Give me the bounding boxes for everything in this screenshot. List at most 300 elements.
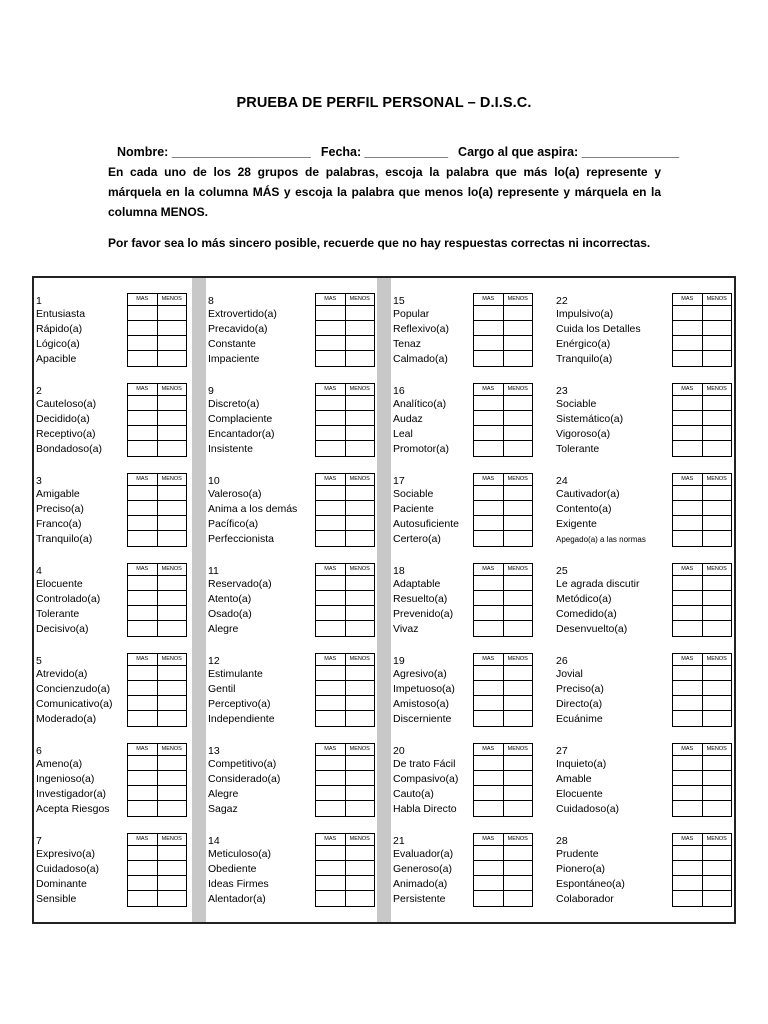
menos-checkbox[interactable]	[158, 576, 187, 590]
answer-row	[673, 891, 731, 906]
mas-header: MAS	[128, 654, 158, 665]
group-word: Osado(a)	[208, 608, 252, 620]
menos-checkbox[interactable]	[158, 876, 187, 890]
mas-header: MAS	[128, 744, 158, 755]
mas-checkbox[interactable]	[673, 516, 703, 530]
mas-checkbox[interactable]	[128, 876, 158, 890]
mas-checkbox[interactable]	[474, 756, 504, 770]
mas-checkbox[interactable]	[673, 411, 703, 425]
mas-checkbox[interactable]	[316, 621, 346, 636]
menos-checkbox[interactable]	[346, 756, 375, 770]
menos-checkbox[interactable]	[703, 426, 732, 440]
group-word: Lógico(a)	[36, 338, 80, 350]
menos-checkbox[interactable]	[346, 801, 375, 816]
mas-checkbox[interactable]	[128, 846, 158, 860]
answer-row	[673, 846, 731, 861]
mas-checkbox[interactable]	[128, 396, 158, 410]
answer-row	[316, 771, 374, 786]
menos-checkbox[interactable]	[703, 486, 732, 500]
mas-checkbox[interactable]	[316, 846, 346, 860]
mas-header: MAS	[474, 834, 504, 845]
mas-checkbox[interactable]	[128, 891, 158, 906]
mas-checkbox[interactable]	[316, 591, 346, 605]
group-word: Expresivo(a)	[36, 848, 95, 860]
menos-checkbox[interactable]	[346, 321, 375, 335]
group-word: Prevenido(a)	[393, 608, 454, 620]
menos-checkbox[interactable]	[504, 396, 533, 410]
menos-checkbox[interactable]	[346, 621, 375, 636]
menos-checkbox[interactable]	[504, 441, 533, 456]
mas-checkbox[interactable]	[474, 891, 504, 906]
mas-checkbox[interactable]	[128, 411, 158, 425]
group-word: Amable	[556, 773, 592, 785]
menos-checkbox[interactable]	[703, 501, 732, 515]
answer-row	[474, 336, 532, 351]
menos-checkbox[interactable]	[504, 801, 533, 816]
mas-checkbox[interactable]	[673, 771, 703, 785]
menos-checkbox[interactable]	[504, 516, 533, 530]
menos-header: MENOS	[706, 836, 727, 842]
answer-row	[673, 426, 731, 441]
menos-checkbox[interactable]	[346, 396, 375, 410]
mas-header: MAS	[316, 744, 346, 755]
menos-checkbox[interactable]	[158, 591, 187, 605]
fecha-field[interactable]: Fecha: ____________	[320, 145, 449, 159]
mas-checkbox[interactable]	[128, 576, 158, 590]
mas-checkbox[interactable]	[128, 441, 158, 456]
mas-checkbox[interactable]	[474, 396, 504, 410]
group-word: Acepta Riesgos	[36, 803, 110, 815]
word-group-15	[391, 278, 540, 368]
word-group-14	[206, 818, 377, 908]
mas-checkbox[interactable]	[316, 441, 346, 456]
menos-checkbox[interactable]	[703, 681, 732, 695]
menos-checkbox[interactable]	[158, 771, 187, 785]
mas-checkbox[interactable]	[128, 771, 158, 785]
mas-header: MAS	[673, 834, 703, 845]
mas-checkbox[interactable]	[474, 531, 504, 546]
mas-checkbox[interactable]	[474, 486, 504, 500]
answer-row	[474, 711, 532, 726]
menos-checkbox[interactable]	[504, 666, 533, 680]
menos-checkbox[interactable]	[158, 606, 187, 620]
mas-checkbox[interactable]	[673, 426, 703, 440]
word-group-23	[554, 368, 734, 458]
mas-checkbox[interactable]	[316, 801, 346, 816]
answer-table	[473, 563, 533, 637]
group-word: Discreto(a)	[208, 398, 260, 410]
answer-table	[127, 653, 187, 727]
group-word: Constante	[208, 338, 256, 350]
word-group-25	[554, 548, 734, 638]
mas-checkbox[interactable]	[474, 846, 504, 860]
mas-checkbox[interactable]	[673, 846, 703, 860]
mas-checkbox[interactable]	[316, 606, 346, 620]
mas-checkbox[interactable]	[128, 351, 158, 366]
mas-checkbox[interactable]	[128, 426, 158, 440]
menos-header: MENOS	[161, 476, 182, 482]
menos-header: MENOS	[507, 566, 528, 572]
mas-checkbox[interactable]	[474, 336, 504, 350]
group-word: Gentil	[208, 683, 236, 695]
mas-checkbox[interactable]	[474, 441, 504, 456]
menos-checkbox[interactable]	[703, 801, 732, 816]
mas-checkbox[interactable]	[673, 486, 703, 500]
mas-checkbox[interactable]	[673, 591, 703, 605]
mas-checkbox[interactable]	[316, 876, 346, 890]
menos-checkbox[interactable]	[504, 681, 533, 695]
menos-checkbox[interactable]	[346, 486, 375, 500]
mas-checkbox[interactable]	[673, 606, 703, 620]
menos-checkbox[interactable]	[346, 516, 375, 530]
answer-row	[474, 876, 532, 891]
menos-checkbox[interactable]	[158, 621, 187, 636]
group-word: Inquieto(a)	[556, 758, 607, 770]
menos-checkbox[interactable]	[504, 621, 533, 636]
answer-row	[474, 501, 532, 516]
mas-checkbox[interactable]	[316, 771, 346, 785]
mas-checkbox[interactable]	[128, 516, 158, 530]
answer-row	[316, 351, 374, 366]
menos-checkbox[interactable]	[504, 756, 533, 770]
group-word: Adaptable	[393, 578, 441, 590]
mas-checkbox[interactable]	[128, 531, 158, 546]
menos-checkbox[interactable]	[703, 891, 732, 906]
answer-row	[673, 696, 731, 711]
mas-checkbox[interactable]	[474, 696, 504, 710]
menos-checkbox[interactable]	[346, 861, 375, 875]
mas-checkbox[interactable]	[316, 516, 346, 530]
menos-checkbox[interactable]	[158, 846, 187, 860]
mas-checkbox[interactable]	[316, 531, 346, 546]
menos-checkbox[interactable]	[346, 441, 375, 456]
answer-row	[474, 426, 532, 441]
group-number: 23	[556, 385, 568, 397]
menos-checkbox[interactable]	[158, 396, 187, 410]
menos-checkbox[interactable]	[346, 666, 375, 680]
menos-checkbox[interactable]	[158, 666, 187, 680]
menos-checkbox[interactable]	[703, 756, 732, 770]
menos-checkbox[interactable]	[504, 876, 533, 890]
menos-checkbox[interactable]	[703, 396, 732, 410]
word-group-20	[391, 728, 540, 818]
group-word: Vigoroso(a)	[556, 428, 611, 440]
menos-checkbox[interactable]	[158, 756, 187, 770]
menos-checkbox[interactable]	[346, 306, 375, 320]
mas-checkbox[interactable]	[673, 666, 703, 680]
group-word: Colaborador	[556, 893, 614, 905]
menos-checkbox[interactable]	[346, 846, 375, 860]
answer-table	[315, 743, 375, 817]
answer-table	[127, 383, 187, 457]
menos-checkbox[interactable]	[504, 711, 533, 726]
mas-checkbox[interactable]	[673, 681, 703, 695]
menos-checkbox[interactable]	[346, 336, 375, 350]
menos-checkbox[interactable]	[703, 861, 732, 875]
menos-checkbox[interactable]	[703, 876, 732, 890]
menos-checkbox[interactable]	[504, 321, 533, 335]
mas-checkbox[interactable]	[128, 711, 158, 726]
mas-checkbox[interactable]	[673, 531, 703, 546]
menos-checkbox[interactable]	[703, 306, 732, 320]
menos-checkbox[interactable]	[158, 486, 187, 500]
mas-checkbox[interactable]	[128, 336, 158, 350]
menos-checkbox[interactable]	[703, 531, 732, 546]
answer-table	[473, 833, 533, 907]
answer-row	[474, 666, 532, 681]
menos-checkbox[interactable]	[158, 531, 187, 546]
menos-checkbox[interactable]	[158, 336, 187, 350]
menos-checkbox[interactable]	[703, 771, 732, 785]
mas-checkbox[interactable]	[316, 891, 346, 906]
group-word: Atento(a)	[208, 593, 252, 605]
menos-checkbox[interactable]	[346, 876, 375, 890]
menos-checkbox[interactable]	[158, 681, 187, 695]
mas-checkbox[interactable]	[474, 516, 504, 530]
group-number: 6	[36, 745, 42, 757]
menos-checkbox[interactable]	[703, 591, 732, 605]
menos-checkbox[interactable]	[346, 591, 375, 605]
menos-checkbox[interactable]	[346, 501, 375, 515]
menos-checkbox[interactable]	[158, 441, 187, 456]
mas-checkbox[interactable]	[673, 891, 703, 906]
mas-checkbox[interactable]	[128, 681, 158, 695]
mas-checkbox[interactable]	[316, 336, 346, 350]
menos-checkbox[interactable]	[158, 306, 187, 320]
menos-checkbox[interactable]	[504, 786, 533, 800]
menos-checkbox[interactable]	[346, 426, 375, 440]
answer-row	[673, 306, 731, 321]
mas-checkbox[interactable]	[316, 426, 346, 440]
menos-checkbox[interactable]	[158, 426, 187, 440]
mas-checkbox[interactable]	[673, 876, 703, 890]
mas-checkbox[interactable]	[673, 336, 703, 350]
answer-table	[315, 653, 375, 727]
menos-header: MENOS	[507, 476, 528, 482]
menos-checkbox[interactable]	[158, 891, 187, 906]
menos-checkbox[interactable]	[346, 696, 375, 710]
mas-checkbox[interactable]	[316, 681, 346, 695]
mas-checkbox[interactable]	[128, 501, 158, 515]
menos-checkbox[interactable]	[504, 576, 533, 590]
menos-checkbox[interactable]	[346, 711, 375, 726]
mas-checkbox[interactable]	[673, 396, 703, 410]
menos-checkbox[interactable]	[703, 606, 732, 620]
menos-checkbox[interactable]	[346, 531, 375, 546]
cargo-field[interactable]: Cargo al que aspira: ______________	[458, 145, 680, 159]
menos-checkbox[interactable]	[703, 411, 732, 425]
menos-checkbox[interactable]	[158, 801, 187, 816]
answer-row	[128, 531, 186, 546]
menos-checkbox[interactable]	[346, 411, 375, 425]
mas-checkbox[interactable]	[316, 411, 346, 425]
mas-checkbox[interactable]	[474, 876, 504, 890]
mas-checkbox[interactable]	[474, 621, 504, 636]
menos-header: MENOS	[349, 566, 370, 572]
menos-checkbox[interactable]	[504, 306, 533, 320]
mas-checkbox[interactable]	[673, 321, 703, 335]
mas-checkbox[interactable]	[128, 756, 158, 770]
mas-checkbox[interactable]	[316, 351, 346, 366]
menos-checkbox[interactable]	[703, 351, 732, 366]
mas-checkbox[interactable]	[474, 306, 504, 320]
menos-checkbox[interactable]	[504, 531, 533, 546]
mas-checkbox[interactable]	[673, 501, 703, 515]
mas-checkbox[interactable]	[474, 711, 504, 726]
word-group-7	[34, 818, 192, 908]
group-number: 18	[393, 565, 405, 577]
menos-checkbox[interactable]	[346, 606, 375, 620]
menos-checkbox[interactable]	[504, 861, 533, 875]
menos-checkbox[interactable]	[346, 351, 375, 366]
mas-checkbox[interactable]	[128, 861, 158, 875]
mas-checkbox[interactable]	[316, 486, 346, 500]
menos-checkbox[interactable]	[504, 426, 533, 440]
answer-row	[474, 411, 532, 426]
mas-checkbox[interactable]	[316, 501, 346, 515]
answer-row	[128, 336, 186, 351]
answer-row	[316, 681, 374, 696]
menos-checkbox[interactable]	[158, 861, 187, 875]
menos-checkbox[interactable]	[504, 846, 533, 860]
mas-checkbox[interactable]	[316, 306, 346, 320]
menos-checkbox[interactable]	[703, 621, 732, 636]
menos-checkbox[interactable]	[158, 351, 187, 366]
mas-checkbox[interactable]	[474, 786, 504, 800]
menos-checkbox[interactable]	[346, 576, 375, 590]
menos-checkbox[interactable]	[346, 786, 375, 800]
menos-header: MENOS	[507, 386, 528, 392]
group-word: Atrevido(a)	[36, 668, 88, 680]
group-word: Metódico(a)	[556, 593, 612, 605]
menos-header: MENOS	[507, 746, 528, 752]
mas-checkbox[interactable]	[128, 486, 158, 500]
menos-checkbox[interactable]	[504, 411, 533, 425]
mas-checkbox[interactable]	[128, 306, 158, 320]
menos-checkbox[interactable]	[703, 846, 732, 860]
menos-header: MENOS	[706, 746, 727, 752]
group-word: Independiente	[208, 713, 275, 725]
menos-checkbox[interactable]	[703, 336, 732, 350]
menos-checkbox[interactable]	[703, 441, 732, 456]
mas-checkbox[interactable]	[316, 786, 346, 800]
mas-checkbox[interactable]	[474, 591, 504, 605]
menos-checkbox[interactable]	[504, 486, 533, 500]
mas-checkbox[interactable]	[474, 426, 504, 440]
mas-checkbox[interactable]	[316, 321, 346, 335]
group-word: De trato Fácil	[393, 758, 456, 770]
mas-checkbox[interactable]	[673, 351, 703, 366]
answer-row	[673, 681, 731, 696]
mas-checkbox[interactable]	[474, 801, 504, 816]
mas-checkbox[interactable]	[673, 621, 703, 636]
mas-checkbox[interactable]	[128, 591, 158, 605]
group-word: Evaluador(a)	[393, 848, 454, 860]
mas-checkbox[interactable]	[474, 576, 504, 590]
word-group-6	[34, 728, 192, 818]
mas-checkbox[interactable]	[673, 861, 703, 875]
menos-checkbox[interactable]	[504, 891, 533, 906]
menos-checkbox[interactable]	[504, 696, 533, 710]
mas-checkbox[interactable]	[128, 786, 158, 800]
mas-checkbox[interactable]	[673, 756, 703, 770]
mas-checkbox[interactable]	[316, 666, 346, 680]
menos-checkbox[interactable]	[158, 321, 187, 335]
mas-checkbox[interactable]	[474, 501, 504, 515]
mas-checkbox[interactable]	[128, 666, 158, 680]
mas-checkbox[interactable]	[474, 351, 504, 366]
menos-checkbox[interactable]	[703, 696, 732, 710]
mas-checkbox[interactable]	[474, 666, 504, 680]
nombre-field[interactable]: Nombre: ____________________	[116, 145, 311, 159]
mas-checkbox[interactable]	[128, 321, 158, 335]
menos-checkbox[interactable]	[346, 771, 375, 785]
group-word: Valeroso(a)	[208, 488, 262, 500]
menos-checkbox[interactable]	[158, 411, 187, 425]
menos-checkbox[interactable]	[703, 666, 732, 680]
mas-checkbox[interactable]	[128, 606, 158, 620]
mas-checkbox[interactable]	[316, 576, 346, 590]
menos-checkbox[interactable]	[703, 711, 732, 726]
menos-checkbox[interactable]	[504, 606, 533, 620]
menos-checkbox[interactable]	[158, 516, 187, 530]
group-word: Elocuente	[556, 788, 603, 800]
mas-checkbox[interactable]	[128, 696, 158, 710]
mas-checkbox[interactable]	[474, 411, 504, 425]
mas-checkbox[interactable]	[673, 786, 703, 800]
menos-checkbox[interactable]	[346, 891, 375, 906]
menos-checkbox[interactable]	[504, 351, 533, 366]
menos-checkbox[interactable]	[158, 696, 187, 710]
menos-checkbox[interactable]	[703, 576, 732, 590]
mas-checkbox[interactable]	[673, 696, 703, 710]
menos-checkbox[interactable]	[504, 501, 533, 515]
mas-checkbox[interactable]	[673, 306, 703, 320]
menos-checkbox[interactable]	[158, 501, 187, 515]
mas-checkbox[interactable]	[316, 756, 346, 770]
mas-checkbox[interactable]	[673, 801, 703, 816]
mas-header: MAS	[474, 744, 504, 755]
mas-checkbox[interactable]	[128, 621, 158, 636]
mas-checkbox[interactable]	[673, 576, 703, 590]
mas-checkbox[interactable]	[316, 696, 346, 710]
mas-header: MAS	[673, 384, 703, 395]
mas-checkbox[interactable]	[474, 861, 504, 875]
mas-checkbox[interactable]	[128, 801, 158, 816]
word-group-28	[554, 818, 734, 908]
mas-checkbox[interactable]	[673, 711, 703, 726]
menos-checkbox[interactable]	[703, 516, 732, 530]
mas-checkbox[interactable]	[474, 321, 504, 335]
menos-checkbox[interactable]	[158, 711, 187, 726]
group-word: Tranquilo(a)	[556, 353, 613, 365]
mas-checkbox[interactable]	[316, 396, 346, 410]
mas-checkbox[interactable]	[316, 861, 346, 875]
menos-checkbox[interactable]	[346, 681, 375, 695]
menos-checkbox[interactable]	[504, 771, 533, 785]
mas-checkbox[interactable]	[673, 441, 703, 456]
group-word: Jovial	[556, 668, 583, 680]
menos-checkbox[interactable]	[703, 786, 732, 800]
mas-checkbox[interactable]	[474, 771, 504, 785]
menos-checkbox[interactable]	[504, 336, 533, 350]
mas-checkbox[interactable]	[316, 711, 346, 726]
menos-checkbox[interactable]	[703, 321, 732, 335]
mas-checkbox[interactable]	[474, 606, 504, 620]
menos-checkbox[interactable]	[504, 591, 533, 605]
menos-checkbox[interactable]	[158, 786, 187, 800]
mas-checkbox[interactable]	[474, 681, 504, 695]
